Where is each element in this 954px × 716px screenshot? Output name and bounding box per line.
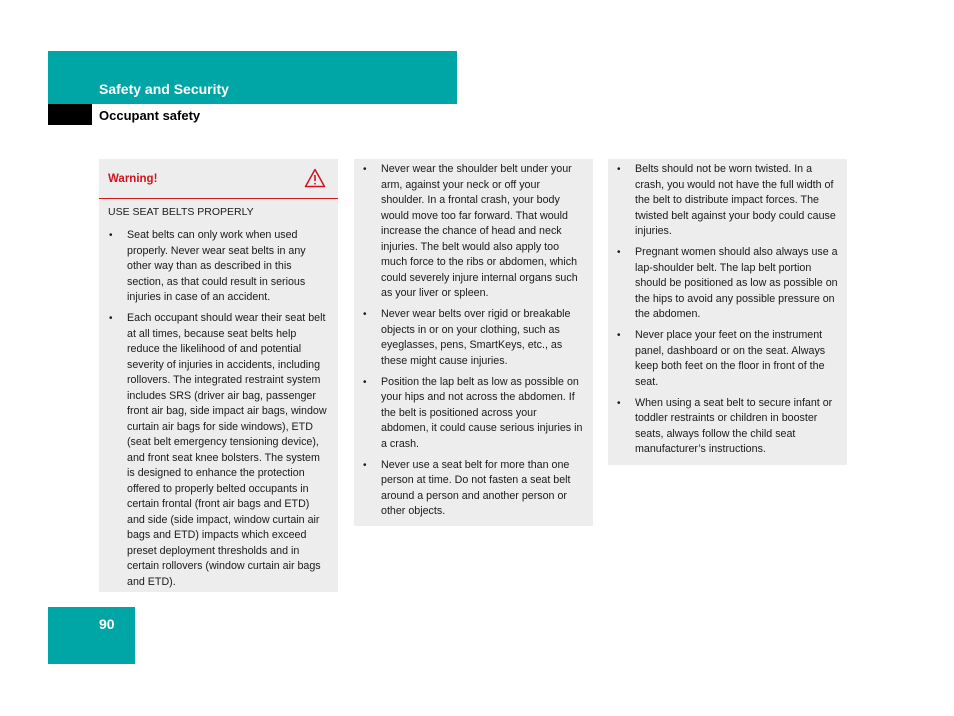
warning-subtitle: USE SEAT BELTS PROPERLY <box>108 206 254 218</box>
list-item: • Position the lap belt as low as possible on your hips and not across the abdomen. If the belt is positioned across your abdomen, it could cause serious injuries in a crash. <box>363 375 583 450</box>
list-item: • Each occupant should wear their seat belt at all times, because seat belts help reduce the likelihood of and potential severity of injuries in accidents, including rollovers. The integrated restraint system includes SRS (driver air bag, passenger front air bag, side impact air bags, window curtain air bags for side windows), ETD (seat belt emergency tensioning device), and front seat knee bolsters. The system is designed to enhance the protection offered to properly belted occupants in certain frontal (front air bags and ETD) and side (side impact, window curtain air bags and ETD) impacts which exceed preset deployment thresholds and in certain rollovers (window curtain air bags and ETD). <box>109 312 327 588</box>
list-item: • Never use a seat belt for more than one person at time. Do not fasten a seat belt around a person and another person or other objects. <box>363 458 571 517</box>
warning-list <box>108 228 329 590</box>
list-item: • Never wear belts over rigid or breakable objects in or on your clothing, such as eyeglasses, pens, SmartKeys, etc., as these might cause injuries. <box>363 308 571 367</box>
column3-list <box>616 162 838 458</box>
page-number: 90 <box>99 616 115 632</box>
column2-list <box>362 162 584 520</box>
bullet-icon: • <box>363 376 367 388</box>
warning-box <box>99 159 338 592</box>
bullet-icon: • <box>109 230 113 241</box>
section-marker-tab <box>48 104 92 125</box>
bullet-icon: • <box>617 330 621 341</box>
warning-label: Warning! <box>108 173 158 185</box>
bullet-icon: • <box>617 247 621 258</box>
page-number-tab <box>48 607 135 664</box>
subsection-title: Occupant safety <box>99 108 201 123</box>
bullet-icon: • <box>363 164 367 175</box>
bullet-icon: • <box>363 459 367 471</box>
list-item: • When using a seat belt to secure infant or toddler restraints or children in booster seats, always follow the child seat manufacturer’s instructions. <box>617 396 833 455</box>
continued-box-3 <box>608 159 847 465</box>
list-item: • Belts should not be worn twisted. In a crash, you would not have the full width of the belt to distribute impact forces. The twisted belt against your body could cause injuries. <box>617 163 836 237</box>
continued-box-2 <box>354 159 593 526</box>
section-header-band <box>48 51 457 104</box>
section-title: Safety and Security <box>99 81 229 97</box>
bullet-icon: • <box>363 309 367 320</box>
list-item: • Seat belts can only work when used properly. Never wear seat belts in any other way than as described in this section, as that could result in serious injuries in case of an accident. <box>109 229 306 303</box>
list-item: • Never place your feet on the instrument panel, dashboard or on the seat. Always keep both feet on the floor in front of the seat. <box>617 329 826 388</box>
list-item: • Pregnant women should also always use a lap-shoulder belt. The lap belt portion should be positioned as low as possible on the hips to avoid any possible pressure on the abdomen. <box>617 246 838 320</box>
warning-triangle-icon <box>304 168 326 188</box>
bullet-icon: • <box>109 313 113 324</box>
list-item: • Never wear the shoulder belt under your arm, against your neck or off your shoulder. In a frontal crash, your body would move too far forward. That would increase the chance of head and neck injuries. The belt would also apply too much force to the ribs or abdomen, which could severely injure internal organs such as your liver or spleen. <box>363 163 578 299</box>
warning-header <box>99 159 338 199</box>
bullet-icon: • <box>617 397 621 409</box>
bullet-icon: • <box>617 164 621 175</box>
